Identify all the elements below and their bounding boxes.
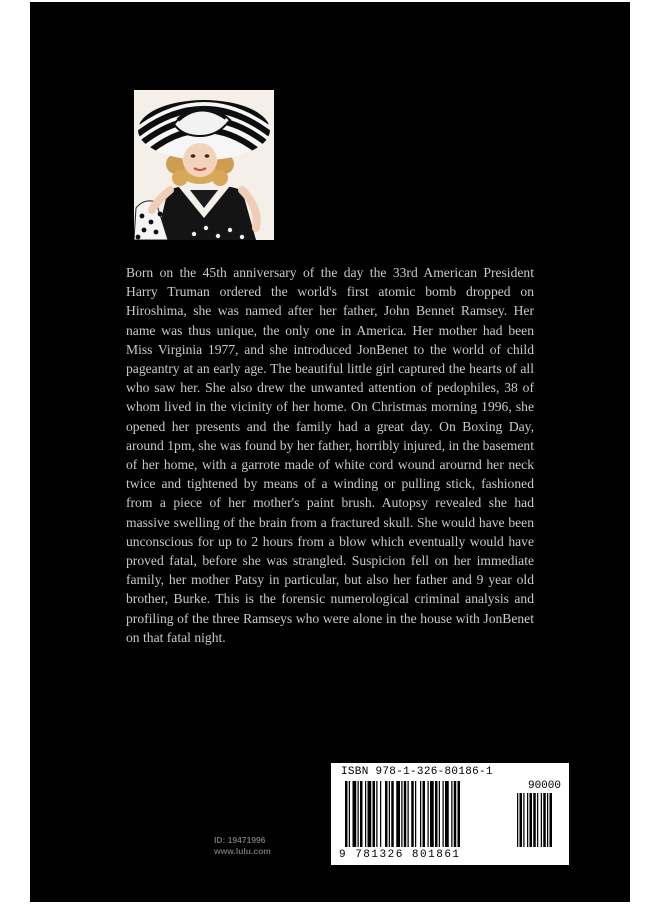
price-code: 90000 bbox=[527, 780, 561, 792]
back-cover bbox=[30, 2, 630, 902]
barcode-bar bbox=[401, 781, 402, 847]
barcode-bar bbox=[380, 781, 381, 847]
barcode-bar bbox=[458, 781, 461, 847]
barcode-bar bbox=[423, 781, 426, 847]
barcode-bar bbox=[435, 781, 438, 847]
barcode-bar bbox=[527, 793, 528, 847]
barcode-bar bbox=[358, 781, 359, 847]
book-id: ID: 19471996 bbox=[214, 835, 266, 845]
barcode-bar bbox=[541, 793, 542, 847]
barcode-bar bbox=[530, 793, 533, 847]
barcode-bar bbox=[345, 781, 348, 847]
barcode-bar bbox=[547, 793, 548, 847]
barcode-bar bbox=[439, 781, 440, 847]
barcode-bar bbox=[454, 781, 457, 847]
isbn-barcode-block bbox=[331, 763, 569, 865]
barcode-bar bbox=[415, 781, 416, 847]
barcode-bar bbox=[543, 793, 546, 847]
barcode-bar bbox=[520, 793, 523, 847]
barcode-bar bbox=[376, 781, 377, 847]
barcode-bar bbox=[365, 781, 366, 847]
barcode-digits: 9 781326 801861 bbox=[339, 849, 461, 861]
barcode-bar bbox=[430, 781, 434, 847]
barcode-bar bbox=[411, 781, 414, 847]
barcode-bar bbox=[391, 781, 394, 847]
barcode-bar bbox=[408, 781, 409, 847]
barcode-bar bbox=[517, 793, 518, 847]
barcode-bar bbox=[389, 781, 390, 847]
barcode-bar bbox=[533, 793, 536, 847]
barcode-bar bbox=[404, 781, 407, 847]
publisher-website: www.lulu.com bbox=[214, 846, 271, 856]
barcode-bar bbox=[373, 781, 376, 847]
barcode-bar bbox=[420, 781, 421, 847]
barcode-bar bbox=[523, 793, 524, 847]
barcode-bar bbox=[353, 781, 357, 847]
barcode-bar bbox=[360, 781, 363, 847]
barcode-bar bbox=[368, 781, 372, 847]
publisher-imprint bbox=[214, 835, 271, 857]
barcode-bar bbox=[451, 781, 452, 847]
isbn-label: ISBN 978-1-326-80186-1 bbox=[341, 766, 493, 778]
barcode-bar bbox=[443, 781, 444, 847]
barcode-bar bbox=[349, 781, 350, 847]
barcode-bar bbox=[537, 793, 538, 847]
barcode-bar bbox=[428, 781, 429, 847]
barcode-bar bbox=[396, 781, 400, 847]
back-cover-blurb: Born on the 45th anniversary of the day the 33rd American President Harry Truman ordered the world's first atomic bomb dropped on Hiroshima, she was named after her father, John Bennet Ramsey. Her name was thus unique, the only one in America. Her mother had been Miss Virginia 1977, and she introduced JonBenet to the world of child pageantry at an early age. The beautiful little girl captured the hearts of all who saw her. She also drew the unwanted attention of pedophiles, 38 of whom lived in the vicinity of her home. On Christmas morning 1996, she opened her presents and the family had a great day. On Boxing Day, around 1pm, she was found by her father, horribly injured, in the basement of her home, with a garrote made of white cord wound arournd her neck twice and tightened by means of a winding or pulling stick, fashioned from a piece of her mother's paint brush. Autopsy revealed she had massive swelling of the brain from a fractured skull. She would have been unconscious for up to 2 hours from a blow which eventually would have proved fatal, before she was strangled. Suspicion fell on her immediate family, her mother Patsy in particular, but also her father and 9 year old brother, Burke. This is the forensic numerological criminal analysis and profiling of the three Ramseys who were alone in the house with JonBenet on that fatal night. bbox=[126, 265, 534, 645]
ean13-barcode bbox=[331, 763, 569, 851]
barcode-bar bbox=[385, 781, 388, 847]
barcode-bar bbox=[445, 781, 449, 847]
barcode-bar bbox=[550, 793, 553, 847]
cover-photo bbox=[134, 90, 274, 240]
girl-in-striped-hat-image bbox=[134, 90, 274, 240]
